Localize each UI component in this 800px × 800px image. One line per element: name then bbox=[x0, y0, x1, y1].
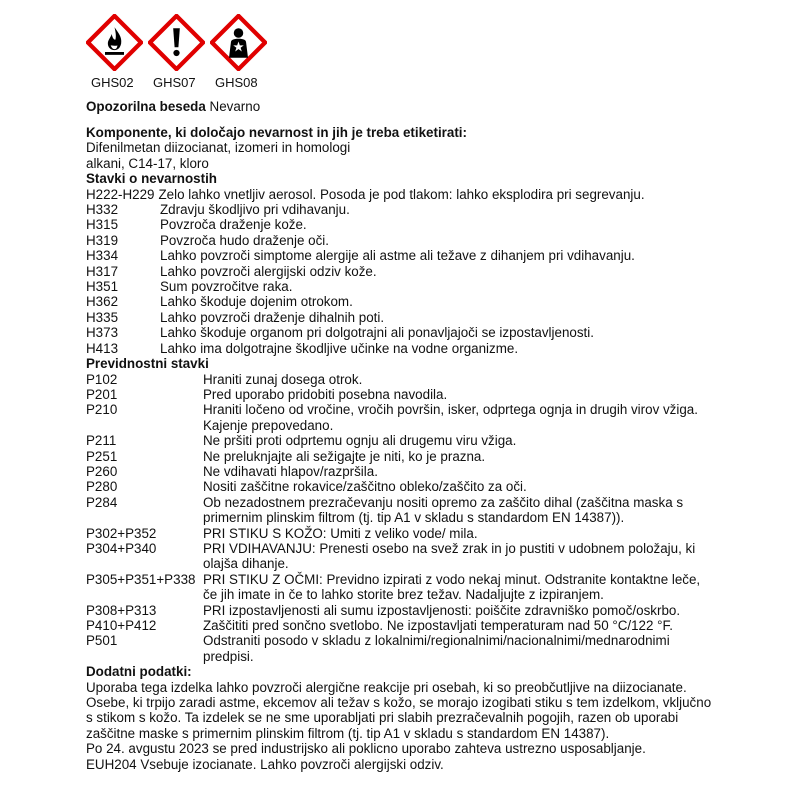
precaution-heading: Previdnostni stavki bbox=[86, 356, 209, 372]
precaution-text: PRI STIKU Z OČMI: Previdno izpirati z vodo nekaj minut. Odstranite kontaktne leče, če jih imate in če to lahko storite brez težav. Nadaljujte z izpiranjem. bbox=[203, 571, 701, 603]
precaution-code: P308+P313 bbox=[86, 602, 157, 618]
additional-paragraph: EUH204 Vsebuje izocianate. Lahko povzroči alergijski odziv. bbox=[86, 756, 444, 772]
hazard-code: H413 bbox=[86, 340, 119, 356]
precaution-code: P501 bbox=[86, 633, 118, 649]
hazard-statement bbox=[86, 202, 786, 217]
precaution-code: P410+P412 bbox=[86, 618, 157, 633]
hazard-text: Lahko povzroči alergijski odziv kože. bbox=[160, 263, 377, 279]
pictogram-code: GHS08 bbox=[215, 75, 258, 90]
signal-label: Opozorilna beseda bbox=[86, 99, 206, 114]
precaution-statement bbox=[86, 464, 786, 479]
flame-icon bbox=[86, 14, 143, 71]
component-item: Difenilmetan diizocianat, izomeri in homologi bbox=[86, 140, 351, 156]
precaution-text: Ne vdihavati hlapov/razpršila. bbox=[203, 463, 378, 479]
precaution-text: PRI STIKU S KOŽO: Umiti z veliko vode/ mila. bbox=[203, 525, 478, 541]
hazard-code: H373 bbox=[86, 325, 119, 341]
signal-value: Nevarno bbox=[209, 99, 261, 114]
precaution-text: Ob nezadostnem prezračevanju nositi opremo za zaščito dihal (zaščitna maska s primernim plinskim filtrom (tj. tip A1 v skladu s standardom EN 14387)). bbox=[203, 494, 684, 526]
precaution-statement bbox=[86, 433, 786, 448]
hazard-heading: Stavki o nevarnostih bbox=[86, 171, 217, 187]
hazard-code: H335 bbox=[86, 309, 119, 325]
hazard-code: H334 bbox=[86, 248, 119, 264]
hazard-text: Povzroča hudo draženje oči. bbox=[160, 232, 329, 248]
hazard-list bbox=[86, 202, 786, 356]
precaution-code: P305+P351+P338 bbox=[86, 571, 196, 587]
precaution-code: P304+P340 bbox=[86, 540, 157, 556]
hazard-code: H222-H229 bbox=[86, 186, 155, 202]
pictogram-labels bbox=[86, 75, 786, 90]
precaution-statement bbox=[86, 633, 786, 664]
hazard-text: Zelo lahko vnetljiv aerosol. Posoda je pod tlakom: lahko eksplodira pri segrevanju. bbox=[158, 186, 645, 202]
precaution-code: P211 bbox=[86, 433, 117, 449]
hazard-text: Povzroča draženje kože. bbox=[160, 217, 307, 233]
hazard-text: Lahko povzroči draženje dihalnih poti. bbox=[160, 309, 385, 325]
hazard-statement bbox=[86, 341, 786, 356]
precaution-statement bbox=[86, 479, 786, 494]
signal-word bbox=[86, 99, 786, 115]
precaution-list bbox=[86, 372, 786, 665]
additional-info bbox=[86, 680, 786, 772]
hazard-text: Lahko ima dolgotrajne škodljive učinke na vodne organizme. bbox=[160, 340, 519, 356]
precaution-text: Ne pršiti proti odprtemu ognju ali drugemu viru vžiga. bbox=[203, 433, 517, 449]
additional-heading: Dodatni podatki: bbox=[86, 664, 192, 680]
precaution-text: Nositi zaščitne rokavice/zaščitno obleko/zaščito za oči. bbox=[203, 479, 527, 495]
hazard-statement bbox=[86, 294, 786, 309]
hazard-code: H332 bbox=[86, 202, 119, 218]
hazard-statement bbox=[86, 264, 786, 279]
precaution-statement bbox=[86, 572, 786, 603]
precaution-code: P302+P352 bbox=[86, 525, 157, 541]
additional-paragraph: Po 24. avgustu 2023 se pred industrijsko ali poklicno uporabo zahteva ustrezno usposabljanje. bbox=[86, 741, 646, 757]
label-document bbox=[86, 14, 786, 772]
precaution-text: PRI VDIHAVANJU: Prenesti osebo na svež zrak in jo pustiti v udobnem položaju, ki olajša dihanje. bbox=[203, 540, 696, 572]
precaution-statement bbox=[86, 387, 786, 402]
precaution-code: P102 bbox=[86, 371, 118, 387]
precaution-code: P284 bbox=[86, 494, 118, 510]
precaution-code: P210 bbox=[86, 402, 118, 418]
precaution-text: Pred uporabo pridobiti posebna navodila. bbox=[203, 386, 448, 402]
hazard-statement bbox=[86, 187, 786, 202]
precaution-text: Zaščititi pred sončno svetlobo. Ne izpostavljati temperaturam nad 50 °C/122 °F. bbox=[203, 618, 673, 633]
hazard-code: H315 bbox=[86, 217, 119, 233]
hazard-code: H351 bbox=[86, 279, 119, 295]
precaution-statement bbox=[86, 372, 786, 387]
health-hazard-icon bbox=[210, 14, 267, 71]
hazard-statement bbox=[86, 217, 786, 232]
precaution-statement bbox=[86, 541, 786, 572]
pictogram-row bbox=[86, 14, 786, 72]
pictogram-code: GHS07 bbox=[153, 75, 196, 90]
exclamation-icon bbox=[148, 14, 205, 71]
precaution-statement bbox=[86, 449, 786, 464]
precaution-statement bbox=[86, 526, 786, 541]
precaution-statement bbox=[86, 618, 786, 633]
precaution-text: Odstraniti posodo v skladu z lokalnimi/regionalnimi/nacionalnimi/mednarodnimi predpisi. bbox=[203, 633, 670, 664]
precaution-code: P251 bbox=[86, 448, 118, 464]
hazard-statement bbox=[86, 233, 786, 248]
hazard-statement bbox=[86, 310, 786, 325]
precaution-text: Ne preluknjajte ali sežigajte je niti, ko je prazna. bbox=[203, 448, 486, 464]
hazard-text: Zdravju škodljivo pri vdihavanju. bbox=[160, 202, 350, 218]
precaution-code: P280 bbox=[86, 479, 118, 495]
precaution-code: P201 bbox=[86, 386, 118, 402]
component-item: alkani, C14-17, kloro bbox=[86, 155, 209, 171]
hazard-code: H362 bbox=[86, 294, 119, 310]
hazard-code: H319 bbox=[86, 232, 119, 248]
precaution-text: Hraniti ločeno od vročine, vročih površin, isker, odprtega ognja in drugih virov vžiga. Kajenje prepovedano. bbox=[203, 402, 698, 433]
hazard-text: Lahko škoduje dojenim otrokom. bbox=[160, 294, 353, 310]
precaution-statement bbox=[86, 402, 786, 433]
hazard-text: Lahko povzroči simptome alergije ali astme ali težave z dihanjem pri vdihavanju. bbox=[160, 248, 635, 264]
precaution-code: P260 bbox=[86, 463, 118, 479]
hazard-text: Sum povzročitve raka. bbox=[160, 279, 293, 295]
hazard-text: Lahko škoduje organom pri dolgotrajni ali ponavljajoči se izpostavljenosti. bbox=[160, 325, 594, 341]
hazard-code: H317 bbox=[86, 263, 119, 279]
hazard-statement bbox=[86, 325, 786, 340]
hazard-statement bbox=[86, 279, 786, 294]
precaution-text: PRI izpostavljenosti ali sumu izpostavljenosti: poiščite zdravniško pomoč/oskrbo. bbox=[203, 602, 681, 618]
precaution-statement bbox=[86, 603, 786, 618]
pictogram-code: GHS02 bbox=[91, 75, 134, 90]
additional-paragraph: Uporaba tega izdelka lahko povzroči alergične reakcije pri osebah, ki so preobčutljive na diizocianate. Osebe, ki trpijo zaradi astme, ekcemov ali težav s kožo, se morajo izogibati stiku s tem izdelkom, vključno s stikom s kožo. Ta izdelek se ne sme uporabljati pri slabih prezračevalnih pogojih, razen ob uporabi zaščitne maske s primernim plinskim filtrom (tj. tip A1 v skladu s standardom EN 14387). bbox=[86, 679, 712, 741]
components-heading: Komponente, ki določajo nevarnost in jih je treba etiketirati: bbox=[86, 125, 467, 140]
hazard-statement bbox=[86, 248, 786, 263]
precaution-text: Hraniti zunaj dosega otrok. bbox=[203, 371, 363, 387]
precaution-statement bbox=[86, 495, 786, 526]
